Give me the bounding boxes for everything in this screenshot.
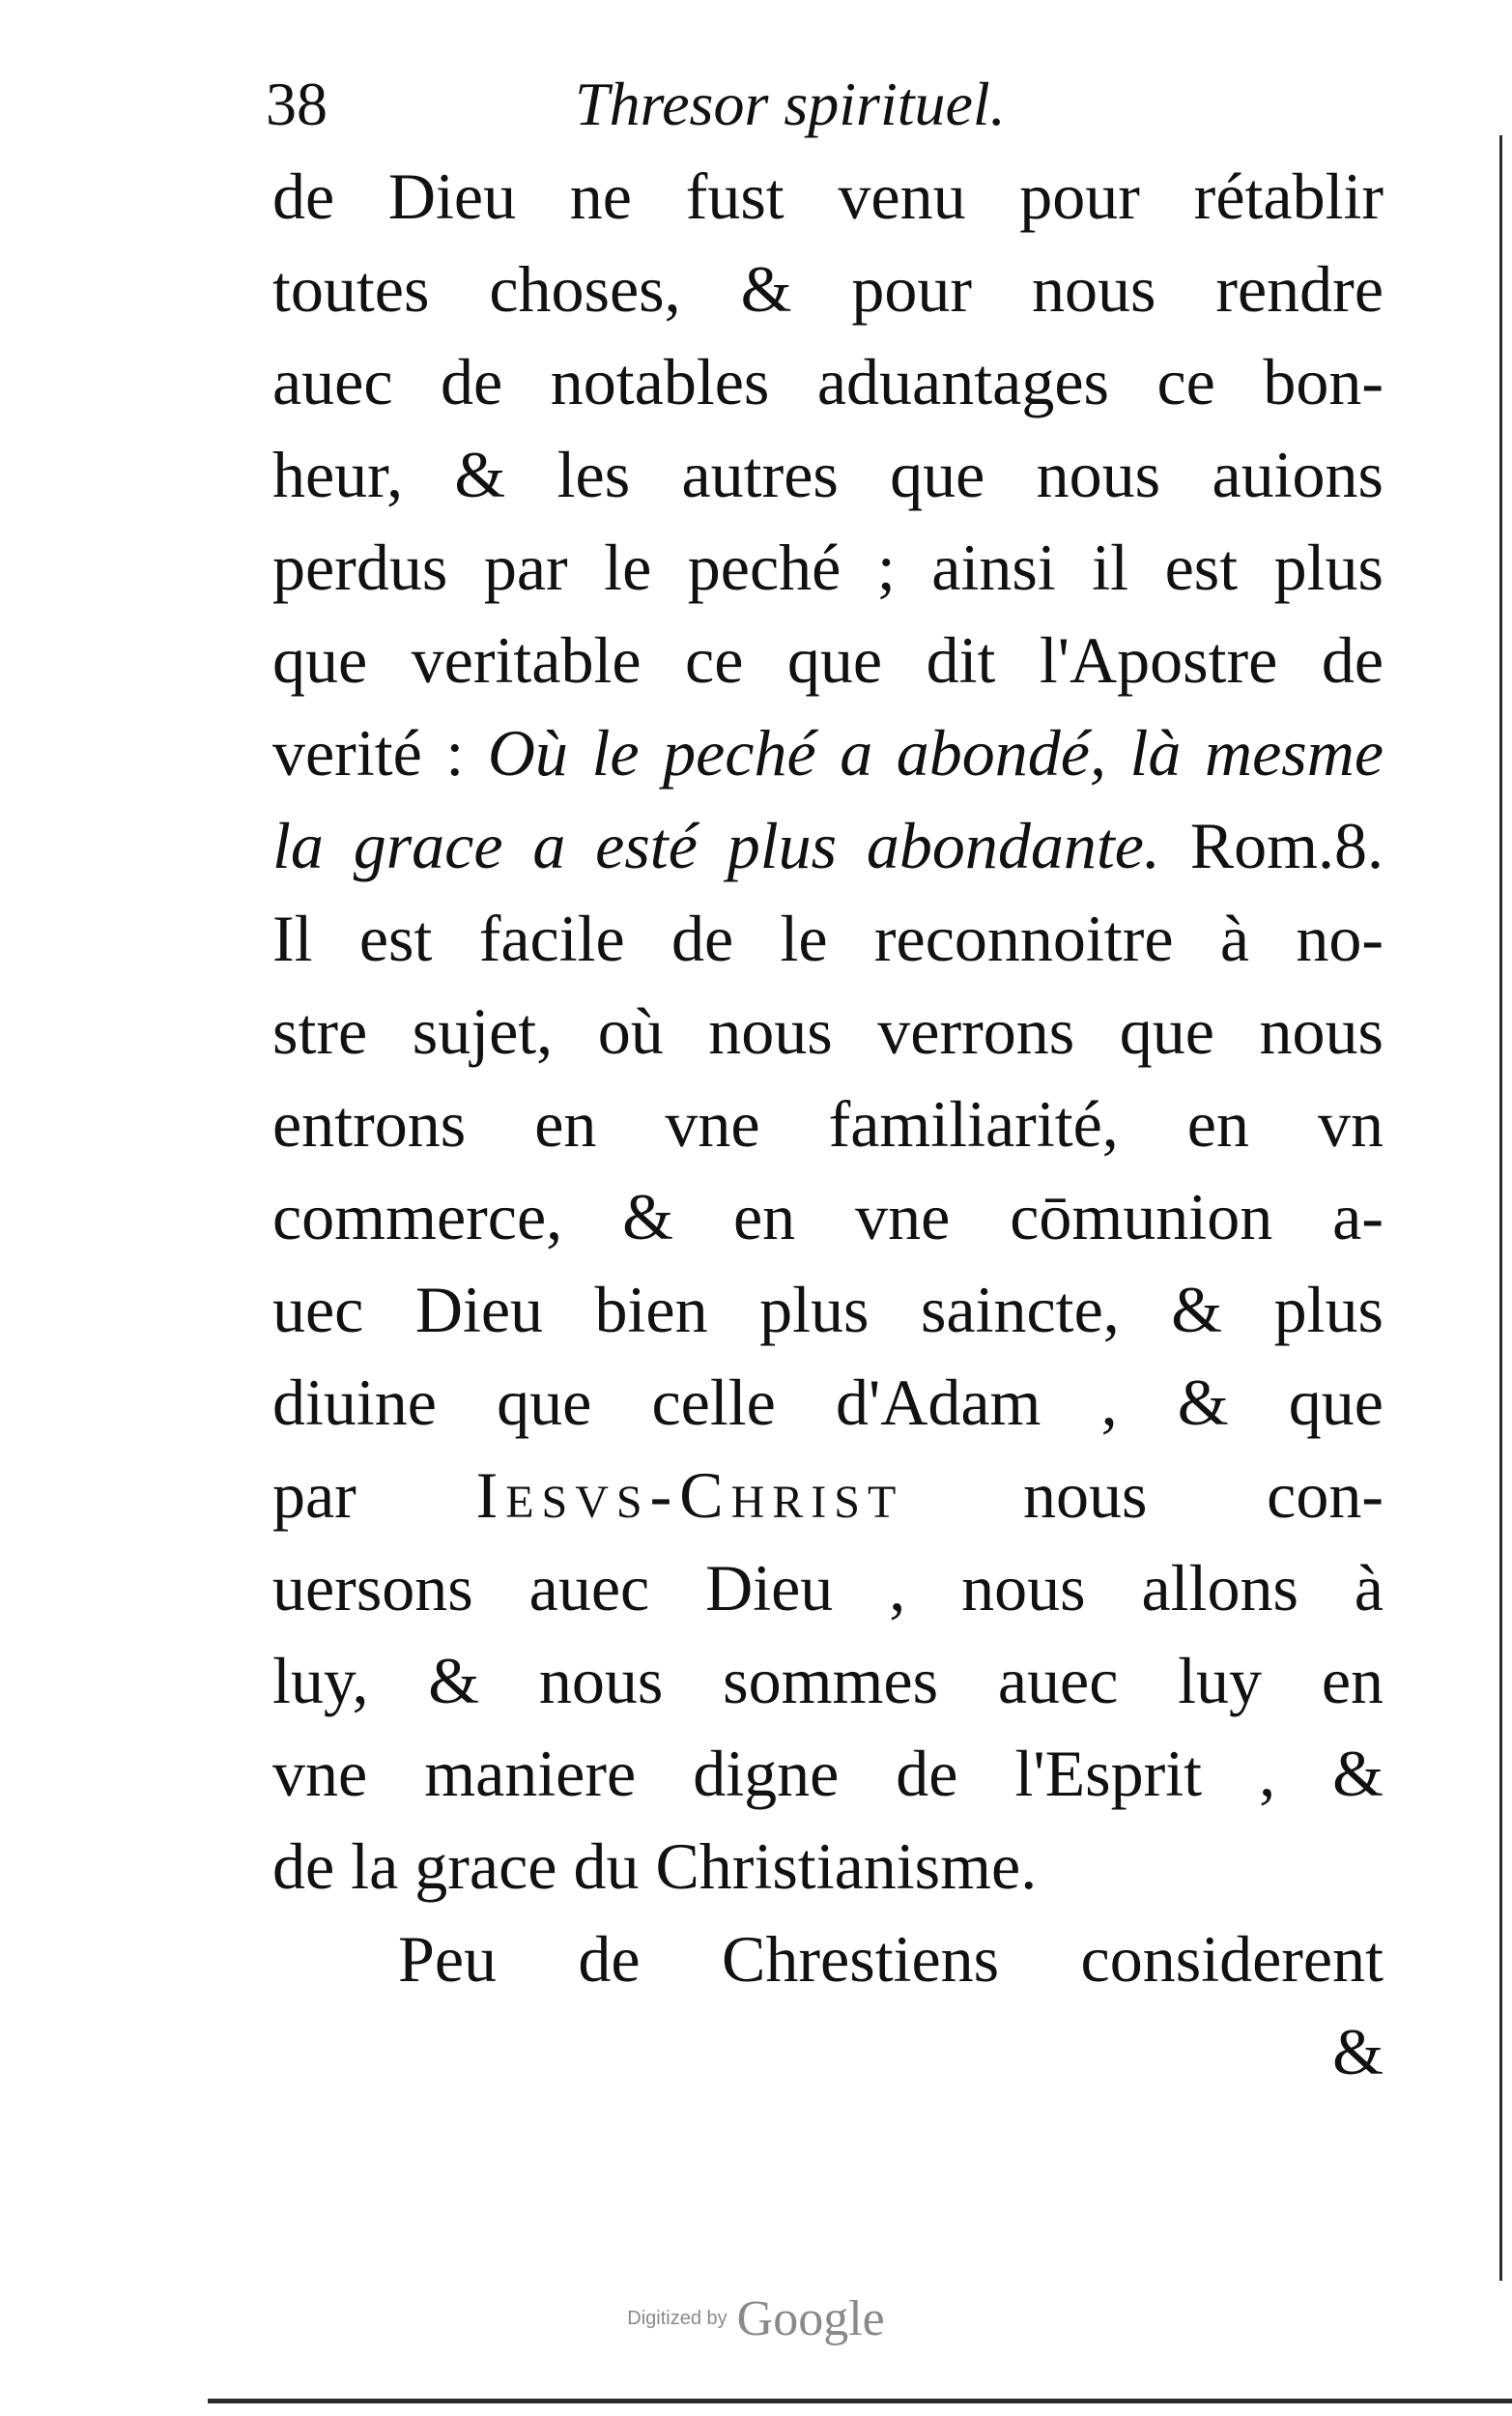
digitization-credit (0, 2290, 1512, 2358)
text-line-2: toutes choses, & pour nous rendre (272, 252, 1384, 326)
text-line-1: de Dieu ne fust venu pour rétablir (272, 159, 1384, 233)
text-line-9: Il est facile de le reconnoitre à no- (272, 902, 1384, 975)
text-line-18: vne maniere digne de l'Esprit , & (272, 1737, 1384, 1810)
scripture-quote-end: la grace a esté plus abondante. (272, 809, 1160, 882)
scripture-quote-start: Où le peché a abondé, là mesme (487, 716, 1384, 790)
text-line-4: heur, & les autres que nous auions (272, 438, 1384, 511)
text-line-11: entrons en vne familiarité, en vn (272, 1087, 1384, 1161)
text-line-6: que veritable ce que dit l'Apostre de (272, 623, 1384, 697)
text-line-17: luy, & nous sommes auec luy en (272, 1644, 1384, 1717)
text-line-13: uec Dieu bien plus saincte, & plus (272, 1273, 1384, 1346)
digitized-by-label: Digitized by (627, 2308, 727, 2329)
page-number: 38 (266, 70, 328, 138)
text-line-15-post: nous con- (903, 1458, 1384, 1532)
body-text (272, 150, 1384, 2098)
page-header (266, 56, 1058, 143)
sacred-name: Iesvs-Christ (475, 1458, 904, 1532)
text-line-12: commerce, & en vne cōmunion a- (272, 1180, 1384, 1253)
text-line-10: stre sujet, où nous verrons que nous (272, 994, 1384, 1068)
text-line-15-pre: par (272, 1458, 476, 1532)
page-edge-right (1499, 135, 1502, 2281)
catchword: & (1332, 2015, 1384, 2088)
scripture-reference: Rom.8. (1159, 809, 1384, 882)
text-line-7-roman: verité : (272, 716, 488, 790)
text-line-5: perdus par le peché ; ainsi il est plus (272, 531, 1384, 604)
text-line-3: auec de notables aduantages ce bon- (272, 345, 1384, 418)
text-line-8 (272, 799, 1384, 892)
text-line-7 (272, 706, 1384, 799)
page-edge-bottom (208, 2399, 1512, 2403)
text-line-19: de la grace du Christianisme. (272, 1829, 1038, 1903)
text-line-16: uersons auec Dieu , nous allons à (272, 1551, 1384, 1625)
text-line-15 (272, 1449, 1384, 1541)
google-logo: Google (736, 2291, 885, 2346)
running-title: Thresor spirituel. (575, 70, 1006, 138)
text-line-20: Peu de Chrestiens considerent (398, 1922, 1384, 1996)
text-line-14: diuine que celle d'Adam , & que (272, 1366, 1384, 1439)
